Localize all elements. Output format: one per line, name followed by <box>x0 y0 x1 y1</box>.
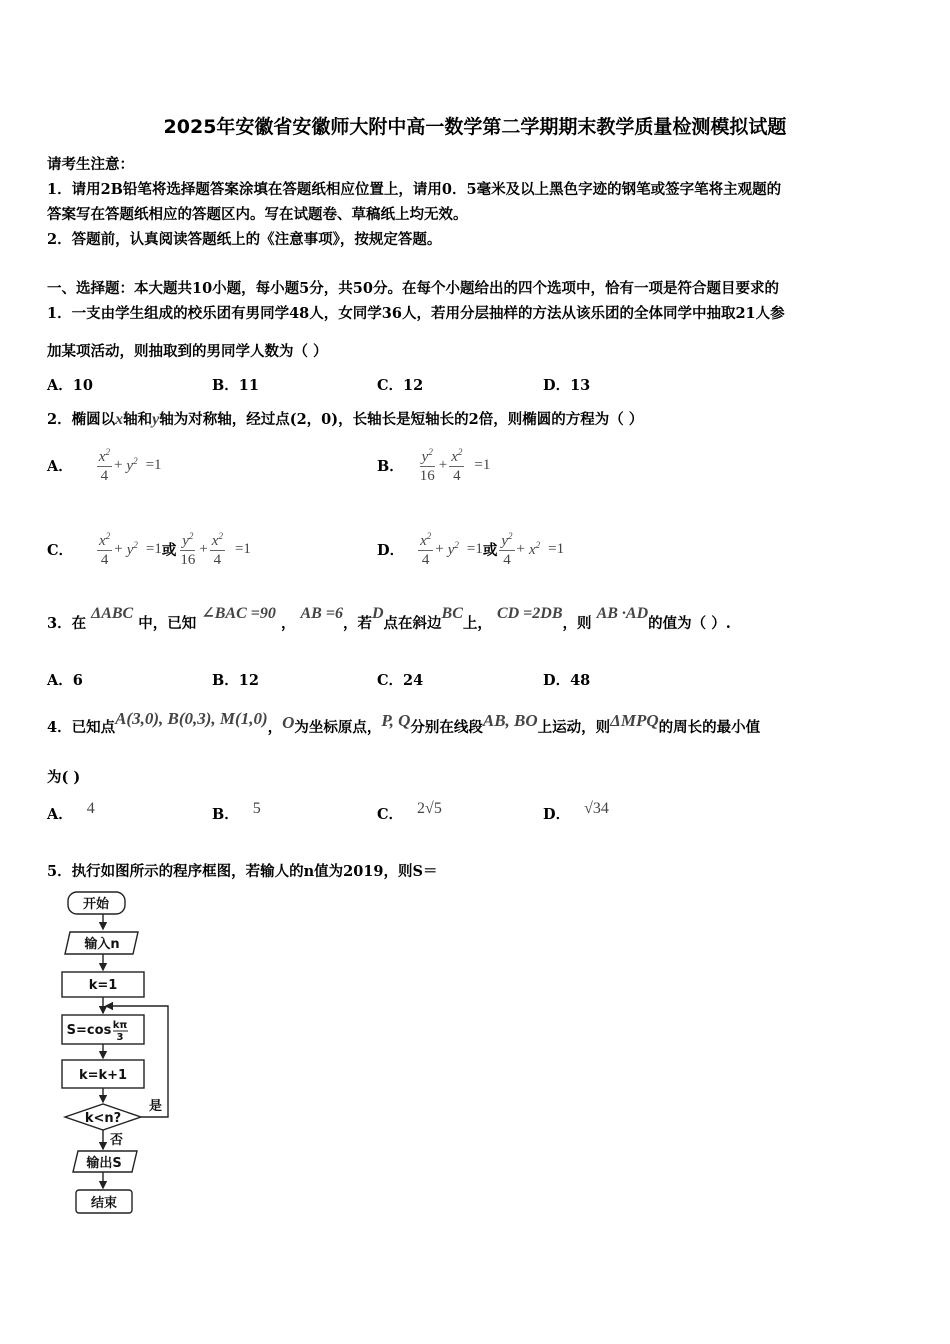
q3-math: CD =2DB <box>496 605 563 622</box>
option-label: B． <box>377 457 404 475</box>
q4-math: O <box>282 713 295 732</box>
equals-one: =1 <box>234 540 251 557</box>
question-1-line-1: 1．一支由学生组成的校乐团有男同学48人，女同学36人，若用分层抽样的方法从该乐团的全体同学中抽取21人参 <box>47 305 785 322</box>
term-y2: $y^2$ <box>126 539 138 558</box>
increment-label: k=k+1 <box>78 1068 128 1083</box>
fraction: $\frac{x^2}{4}$ <box>449 444 464 486</box>
q4-option-c <box>377 800 442 824</box>
q3-option-d: D．48 <box>543 672 591 689</box>
q1-option-d: D．13 <box>543 377 591 394</box>
assign-label: S=cos <box>66 1023 112 1038</box>
q3-option-a: A．6 <box>47 672 83 689</box>
plus-sign: + <box>113 456 123 473</box>
q4-math: AB, BO <box>482 711 538 730</box>
option-label: D． <box>543 806 571 823</box>
notice-line-2: 答案写在答题纸相应的答题区内。写在试题卷、草稿纸上均无效。 <box>47 206 468 223</box>
equals-one: =1 <box>466 540 483 557</box>
q4-math: A(3,0), B(0,3), M(1,0) <box>115 709 268 728</box>
fraction: $\frac{x^2}{4}$ <box>97 444 112 486</box>
q3-math: ∠BAC =90 <box>201 605 276 622</box>
option-label: C． <box>47 541 74 559</box>
or-word: 或 <box>161 541 177 559</box>
q4-option-a <box>47 800 95 824</box>
q4-option-d <box>543 800 609 824</box>
option-label: A． <box>47 806 73 823</box>
q2-var-y: y <box>152 411 160 428</box>
option-value: 4 <box>86 800 95 817</box>
q3-math: AB =6 <box>300 605 343 622</box>
init-label: k=1 <box>88 978 118 993</box>
option-value: 5 <box>252 800 261 817</box>
section-heading: 一、选择题：本大题共10小题，每小题5分，共50分。在每个小题给出的四个选项中，恰有一项是符合题目要求的 <box>47 280 779 297</box>
input-label: 输入n <box>84 937 120 952</box>
q1-option-c: C．12 <box>377 377 424 394</box>
condition-label: k<n? <box>84 1111 122 1126</box>
q1-option-a: A．10 <box>47 377 93 394</box>
term-y2: $y^2$ <box>447 539 459 558</box>
option-label: A． <box>47 457 73 475</box>
question-4-text <box>47 709 761 737</box>
q3-text-part: 的值为（ ）. <box>648 615 731 632</box>
option-label: B． <box>212 806 239 823</box>
q2-option-c <box>47 528 251 570</box>
assign-frac-den: 3 <box>116 1032 124 1043</box>
page-title: 2025年安徽省安徽师大附中高一数学第二学期期末教学质量检测模拟试题 <box>163 116 787 138</box>
question-4-line-2: 为( ) <box>47 769 81 786</box>
question-5-text: 5．执行如图所示的程序框图，若输人的n值为2019，则S＝ <box>47 863 438 880</box>
q2-option-a <box>47 444 162 486</box>
end-label: 结束 <box>90 1196 118 1211</box>
q2-option-d <box>377 528 564 570</box>
q4-text-part: 的周长的最小值 <box>658 719 761 736</box>
or-word: 或 <box>482 541 498 559</box>
fraction: $\frac{x^2}{4}$ <box>418 528 433 570</box>
fraction: $\frac{x^2}{4}$ <box>97 528 112 570</box>
q3-text-part: ，则 <box>562 615 592 632</box>
q3-text-part: 点在斜边 <box>383 615 442 632</box>
q4-math: P, Q <box>381 711 411 730</box>
option-value: √34 <box>584 800 609 817</box>
q4-text-part: 上运动，则 <box>537 719 611 736</box>
q3-option-b: B．12 <box>212 672 259 689</box>
q3-text-part: 上， <box>462 615 492 632</box>
option-value: 2√5 <box>417 800 442 817</box>
yes-label: 是 <box>149 1099 163 1114</box>
plus-sign: + <box>199 540 208 557</box>
q3-option-c: C．24 <box>377 672 424 689</box>
option-label: C． <box>377 806 404 823</box>
notice-heading: 请考生注意： <box>47 156 134 173</box>
flowchart <box>40 885 190 1230</box>
equals-one: =1 <box>474 456 491 473</box>
fraction: $\frac{x^2}{4}$ <box>210 528 225 570</box>
plus-sign: + <box>438 456 448 473</box>
q2-text-part: 轴和 <box>123 411 153 428</box>
question-2-text <box>47 408 643 429</box>
q3-text-part: ，若 <box>342 615 372 632</box>
q4-text-part: 为坐标原点， <box>294 719 382 736</box>
plus-sign: + <box>114 540 123 557</box>
q4-option-b <box>212 800 261 824</box>
q3-math: ΔABC <box>91 605 134 622</box>
q2-text-part: 2．椭圆以 <box>47 411 116 428</box>
fraction: $\frac{y^2}{16}$ <box>418 444 437 486</box>
option-label: D． <box>377 541 405 559</box>
assign-frac-num: kπ <box>112 1020 128 1031</box>
q3-text-part: 3．在 <box>47 615 87 632</box>
fraction: $\frac{y^2}{4}$ <box>499 528 514 570</box>
q4-math: ΔMPQ <box>610 711 659 730</box>
equals-one: =1 <box>145 456 162 473</box>
notice-line-1: 1．请用2B铅笔将选择题答案涂填在答题纸相应位置上，请用0．5毫米及以上黑色字迹的钢笔或签字笔将主观题的 <box>47 181 782 198</box>
no-label: 否 <box>110 1133 124 1148</box>
start-label: 开始 <box>82 897 110 912</box>
notice-line-3: 2．答题前，认真阅读答题纸上的《注意事项》，按规定答题。 <box>47 231 442 248</box>
q1-option-b: B．11 <box>212 377 259 394</box>
q4-text-part: 4．已知点 <box>47 719 116 736</box>
output-label: 输出S <box>86 1156 122 1171</box>
q3-text-part: 中，已知 <box>138 615 197 632</box>
q2-text-part: 轴为对称轴，经过点(2，0)，长轴长是短轴长的2倍，则椭圆的方程为（ ） <box>159 411 644 428</box>
question-3-text <box>47 605 731 633</box>
fraction: $\frac{y^2}{16}$ <box>178 528 197 570</box>
q3-text-part: ， <box>280 615 296 632</box>
term-x2: $x^2$ <box>529 539 541 558</box>
q3-math: D <box>371 605 384 622</box>
equals-one: =1 <box>548 540 565 557</box>
plus-sign: + <box>435 540 444 557</box>
question-1-line-2: 加某项活动，则抽取到的男同学人数为（ ） <box>47 343 328 360</box>
plus-sign: + <box>516 540 525 557</box>
q2-option-b <box>377 444 490 486</box>
term-y2: $y^2$ <box>126 455 138 474</box>
q4-text-part: 分别在线段 <box>410 719 483 736</box>
q2-var-x: x <box>115 411 124 428</box>
q3-math: BC <box>441 605 463 622</box>
q4-text-part: ， <box>267 719 283 736</box>
q3-math: AB ·AD <box>596 605 649 622</box>
equals-one: =1 <box>145 540 162 557</box>
